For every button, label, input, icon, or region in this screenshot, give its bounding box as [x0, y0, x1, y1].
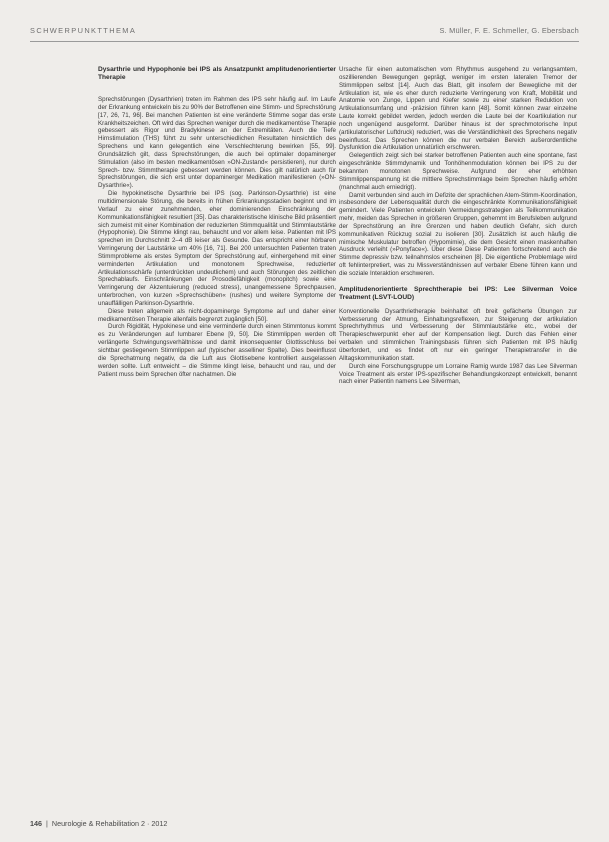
author-line: S. Müller, F. E. Schmeller, G. Ebersbach	[439, 26, 579, 35]
header-rule	[30, 41, 579, 42]
running-header	[30, 26, 579, 40]
section-heading: Dysarthrie und Hypophonie bei IPS als Ansatzpunkt amplitudenorientierter Therapie	[98, 66, 336, 81]
journal-name: Neurologie & Rehabilitation 2 · 2012	[51, 819, 168, 828]
paragraph: Die hypokinetische Dysarthrie bei IPS (sog. Parkinson-Dysarthrie) ist eine multidimensionale Störung, die bereits in frühen Erkrankungsstadien beginnt und im Verlauf zu einer zunehmenden, eher dominierenden Einschränkung der Kommunikationsfähigkeit resultiert [35]. Das charakteristische klinische Bild präsentiert sich zumeist mit einer Kombination der reduzierten Stimmqualität und Stimmlautstärke (Hypophonie). Die Stimme klingt rau, behaucht und vor allem leise. Patienten mit IPS sprechen im Durchschnitt 2–4 dB leiser als Gesunde. Das entspricht einer hörbaren Verringerung der Lautstärke um 40% [16, 71]. Bei 200 untersuchten Patienten traten Stimmprobleme als erstes Symptom der Sprechstörung auf, einhergehend mit einer verminderten Artikulation und monotonem Sprechweise, reduzierter Artikulationsschärfe (unterdrückten undeutlichem) und auch Störungen des zeitlichen Sprechablaufs. Einschränkungen der Prosodiefähigkeit (monopitch) sowie eine Verringerung der Akzentuierung (reduced stress), unangemessene Sprechpausen, unterbrochen, von kurzen »Sprechschüben« (rushes) und weitere Symptome der unauffälligen Parkinson-Dysarthrie.	[98, 190, 336, 307]
footer-separator: |	[46, 819, 48, 828]
page-number: 146	[30, 819, 42, 828]
paragraph: Gelegentlich zeigt sich bei starker betroffenen Patienten auch eine spontane, fast eingeschränkte Stimmdynamik und Tonhöhenmodulation können bei IPS zu der bekannten monotonen Sprechweise. Aufgrund der eher erhöhten Stimmlippenspannung ist die mittlere Sprechstimmlage beim Sprechen häufig erhöht (manchmal auch erniedrigt).	[339, 152, 577, 191]
spacer	[98, 88, 336, 96]
paragraph: Damit verbunden sind auch im Defizite der sprachlichen Atem-Stimm-Koordination, insbesondere der Lebensqualität durch die eingeschränkte Kommunikationsfähigkeit gemindert. Viele Patienten entwickeln Vermeidungsstrategien als Teilkommunikation mehr, meiden das Sprechen in größeren Gruppen, gehemmt im Berufsleben aufgrund der Sprechstörung an ihre Grenzen und haben deutlich Gefahr, sich durch kommunikativen Rückzug sozial zu isolieren [30]. Zusätzlich ist auch häufig die mimische Muskulatur betroffen (Hypomimie), die dem Gesicht einen maskenhaften Ausdruck verleiht (»Ponyface«). Über diese Diese Patienten fortschreitend auch die Stimme depressiv bzw. teilnahmslos erscheinen [8]. Die eigentliche Problemlage wird oft fehlinterpretiert, was zu Missverständnissen auf verbaler Ebene führen kann und die soziale Interaktion erschweren.	[339, 191, 577, 277]
left-column	[98, 66, 336, 378]
section-label: SCHWERPUNKTTHEMA	[30, 26, 137, 35]
right-column	[339, 66, 577, 386]
paragraph: Durch Rigidität, Hypokinese und eine verminderte durch einen Stimmtonus kommt es zu Veränderungen auf lumbarer Ebene [9, 50]. Die Stimmlippen werden oft verlängerte Schwingungsverhältnisse und damit inkonsequenter Glottisschluss bei sichtbar gestiegenem Stimmlippen auf (typischer asselliner Spalte). Dies beeinflusst die Sprechatmung negativ, da die Luft aus Glottisebene kontrolliert ausgelassen werden sollte. Luft entweicht – die Stimme klingt leise, behaucht und rau, und der Patient muss beim Sprechen öfter nachatmen. Die	[98, 323, 336, 378]
paragraph: Sprechstörungen (Dysarthrien) treten im Rahmen des IPS sehr häufig auf. Im Laufe der Erkrankung entwickeln bis zu 90% der Betroffenen eine Stimm- und Sprechstörung [17, 26, 71, 96]. Bei manchen Patienten ist eine veränderte Stimme sogar das erste Krankheitszeichen. Oft wird das Sprechen weniger durch die medikamentöse Therapie gebessert als Rigor und Bradykinese an der Extremitäten. Auch die Tiefe Hirnstimulation (THS) führt zu sehr unterschiedlichen Resultaten hinsichtlich des Sprechens und kann gelegentlich eine Verschlechterung bewirken [55, 99]. Grundsätzlich gilt, dass Sprechstörungen, die auch bei optimaler dopaminerger Stimulation (also im besten medikamentösen »ON-Zustand« persistieren), nur durch Sprech- bzw. Stimmtherapie gebessert werden können. Dies gilt natürlich auch für Sprechstörungen, die sich erst unter dopaminerger Medikation manifestieren (»ON-Dysarthrie«).	[98, 96, 336, 190]
page-footer	[30, 819, 167, 828]
paragraph: Konventionelle Dysarthrietherapie beinhaltet oft breit gefächerte Übungen zur Verbesserung der Atmung, Einhaltungsreflexen, zur Steigerung der artikulation Sprechrhythmus und Verbesserung der Stimmlautstärke etc., wobei der Therapieschwerpunkt eher auf der Kompensation liegt. Durch das Fehlen einer verbalen und stimmlichen Trainingsbasis führen sich Patienten mit IPS häufig überfordert, und es findet oft nur ein geringer Therapietransfer in die Alltagskommunikation statt.	[339, 307, 577, 362]
section-heading: Amplitudenorientierte Sprechtherapie bei IPS: Lee Silverman Voice Treatment (LSVT-LOUD)	[339, 285, 577, 301]
paragraph: Durch eine Forschungsgruppe um Lorraine Ramig wurde 1987 das Lee Silverman Voice Treatment als erster IPS-spezifischer Behandlungskonzept entwickelt, benannt nach einer Patientin namens Lee Silverman,	[339, 362, 577, 386]
paragraph: Ursache für einen automatischen vom Rhythmus ausgehend zu verlangsamtem, oszillierenden Bewegungen geprägt, weniger im ersten lateralen Tremor der Stimmlippen selbst [14]. Auch das Blatt, gilt insofern der Bewegliche mit der Artikulation ist, wie es eher durch reduzierte Verringerung von Kraft, Mobilität und Anatomie von Zunge, Lippen und Kiefer sowie zu einer starken Reduktion von Artikulationsumfang und -präzision führen kann [48]. Somit können zwar einzelne Laute korrekt gebildet werden, jedoch werden die Laute bei der Koartikulation nur noch ungenügend ausgeformt. Darüber hinaus ist der sprechmotorische Input (artikulatorischer Luftdruck) reduziert, was die Verständlichkeit des Sprechens negativ beeinflusst. Das Sprechen können die nur verbalen Bereich außerordentliche Dysfunktion die Artikulation unnatürlich erschweren.	[339, 66, 577, 152]
paragraph: Diese treten allgemein als nicht-dopaminerge Symptome auf und daher einer medikamentösen Therapie allenfalls begrenzt zugänglich [50].	[98, 307, 336, 323]
